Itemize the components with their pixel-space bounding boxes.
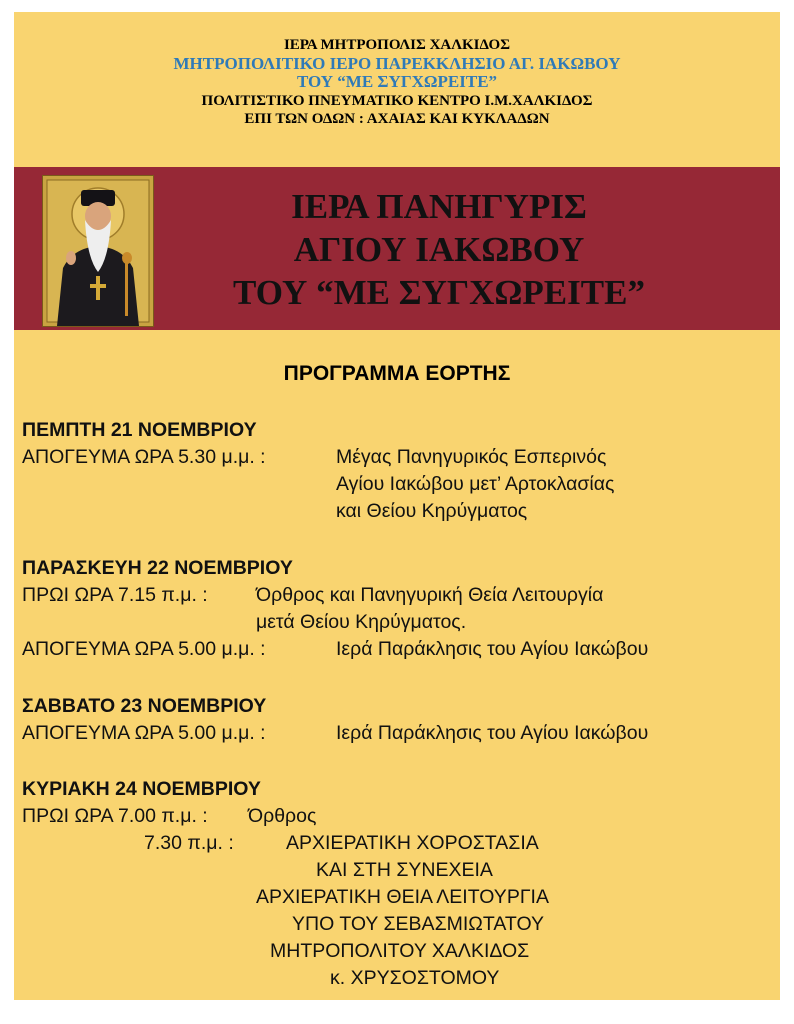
schedule-time: ΠΡΩΙ ΩΡΑ 7.00 π.μ. : <box>22 805 208 827</box>
schedule-description: Ιερά Παράκλησις του Αγίου Ιακώβου <box>336 638 649 660</box>
program-title: ΠΡΟΓΡΑΜΜΑ ΕΟΡΤΗΣ <box>283 362 511 385</box>
title-band <box>14 167 780 330</box>
day-title: ΚΥΡΙΑΚΗ 24 ΝΟΕΜΒΡΙΟΥ <box>22 778 261 800</box>
schedule-row <box>22 582 772 609</box>
schedule-row <box>22 498 772 525</box>
schedule-description: Όρθρος και Πανηγυρική Θεία Λειτουργία <box>256 584 604 606</box>
schedule-row <box>22 884 772 911</box>
day-thursday <box>22 417 772 525</box>
schedule-time: ΑΠΟΓΕΥΜΑ ΩΡΑ 5.00 μ.μ. : <box>22 638 266 660</box>
header-cultural-center: ΠΟΛΙΤΙΣΤΙΚΟ ΠΝΕΥΜΑΤΙΚΟ ΚΕΝΤΡΟ Ι.Μ.ΧΑΛΚΙΔΟΣ <box>201 92 593 109</box>
schedule-description: ΜΗΤΡΟΠΟΛΙΤΟΥ ΧΑΛΚΙΔΟΣ <box>270 940 530 962</box>
header-chapel-subtitle: ΤΟΥ “ΜΕ ΣΥΓΧΩΡΕΙΤΕ” <box>296 72 498 91</box>
schedule-time: ΑΠΟΓΕΥΜΑ ΩΡΑ 5.30 μ.μ. : <box>22 446 266 468</box>
schedule-description: μετά Θείου Κηρύγματος. <box>256 611 467 633</box>
schedule-row <box>22 830 772 857</box>
schedule-description: Όρθρος <box>248 805 317 827</box>
day-title: ΠΕΜΠΤΗ 21 ΝΟΕΜΒΡΙΟΥ <box>22 419 257 441</box>
header-chapel: ΜΗΤΡΟΠΟΛΙΤΙΚΟ ΙΕΡΟ ΠΑΡΕΚΚΛΗΣΙΟ ΑΓ. ΙΑΚΩΒΟΥ <box>173 53 621 73</box>
feast-title <box>189 185 689 314</box>
day-title: ΣΑΒΒΑΤΟ 23 ΝΟΕΜΒΡΙΟΥ <box>22 695 267 717</box>
header-metropolis: ΙΕΡΑ ΜΗΤΡΟΠΟΛΙΣ ΧΑΛΚΙΔΟΣ <box>283 37 511 53</box>
schedule-description: Μέγας Πανηγυρικός Εσπερινός <box>336 446 607 468</box>
schedule-time: ΑΠΟΓΕΥΜΑ ΩΡΑ 5.00 μ.μ. : <box>22 722 266 744</box>
schedule-time: ΠΡΩΙ ΩΡΑ 7.15 π.μ. : <box>22 584 208 606</box>
day-saturday <box>22 693 772 747</box>
schedule-row <box>22 471 772 498</box>
schedule-description: κ. ΧΡΥΣΟΣΤΟΜΟΥ <box>330 967 500 989</box>
schedule-description: Αγίου Ιακώβου μετ’ Αρτοκλασίας <box>336 473 615 495</box>
day-title: ΠΑΡΑΣΚΕΥΗ 22 ΝΟΕΜΒΡΙΟΥ <box>22 557 293 579</box>
schedule-description: ΑΡΧΙΕΡΑΤΙΚΗ ΧΟΡΟΣΤΑΣΙΑ <box>286 832 539 854</box>
day-sunday <box>22 776 772 992</box>
schedule-row <box>22 938 772 965</box>
schedule-description: ΚΑΙ ΣΤΗ ΣΥΝΕΧΕΙΑ <box>316 859 493 881</box>
schedule-description: ΑΡΧΙΕΡΑΤΙΚΗ ΘΕΙΑ ΛΕΙΤΟΥΡΓΙΑ <box>256 886 549 908</box>
schedule-row <box>22 857 772 884</box>
schedule-time: 7.30 π.μ. : <box>144 832 234 854</box>
schedule-description: και Θείου Κηρύγματος <box>336 500 528 522</box>
schedule-row <box>22 911 772 938</box>
poster <box>14 12 780 1000</box>
header <box>14 36 780 129</box>
feast-title-line: ΤΟΥ “ΜΕ ΣΥΓΧΩΡΕΙΤΕ” <box>233 273 645 312</box>
feast-title-line: ΑΓΙΟΥ ΙΑΚΩΒΟΥ <box>293 230 585 269</box>
header-address: ΕΠΙ ΤΩΝ ΟΔΩΝ : ΑΧΑΙΑΣ ΚΑΙ ΚΥΚΛΑΔΩΝ <box>244 111 550 127</box>
schedule-row <box>22 444 772 471</box>
schedule-row <box>22 965 772 992</box>
schedule-row <box>22 803 772 830</box>
day-friday <box>22 555 772 663</box>
schedule-description: Ιερά Παράκλησις του Αγίου Ιακώβου <box>336 722 649 744</box>
schedule-row <box>22 720 772 747</box>
schedule-row <box>22 609 772 636</box>
schedule-row <box>22 636 772 663</box>
schedule-description: ΥΠΟ ΤΟΥ ΣΕΒΑΣΜΙΩΤΑΤΟΥ <box>292 913 544 935</box>
saint-icon <box>42 175 154 327</box>
feast-title-line: ΙΕΡΑ ΠΑΝΗΓΥΡΙΣ <box>291 187 587 226</box>
